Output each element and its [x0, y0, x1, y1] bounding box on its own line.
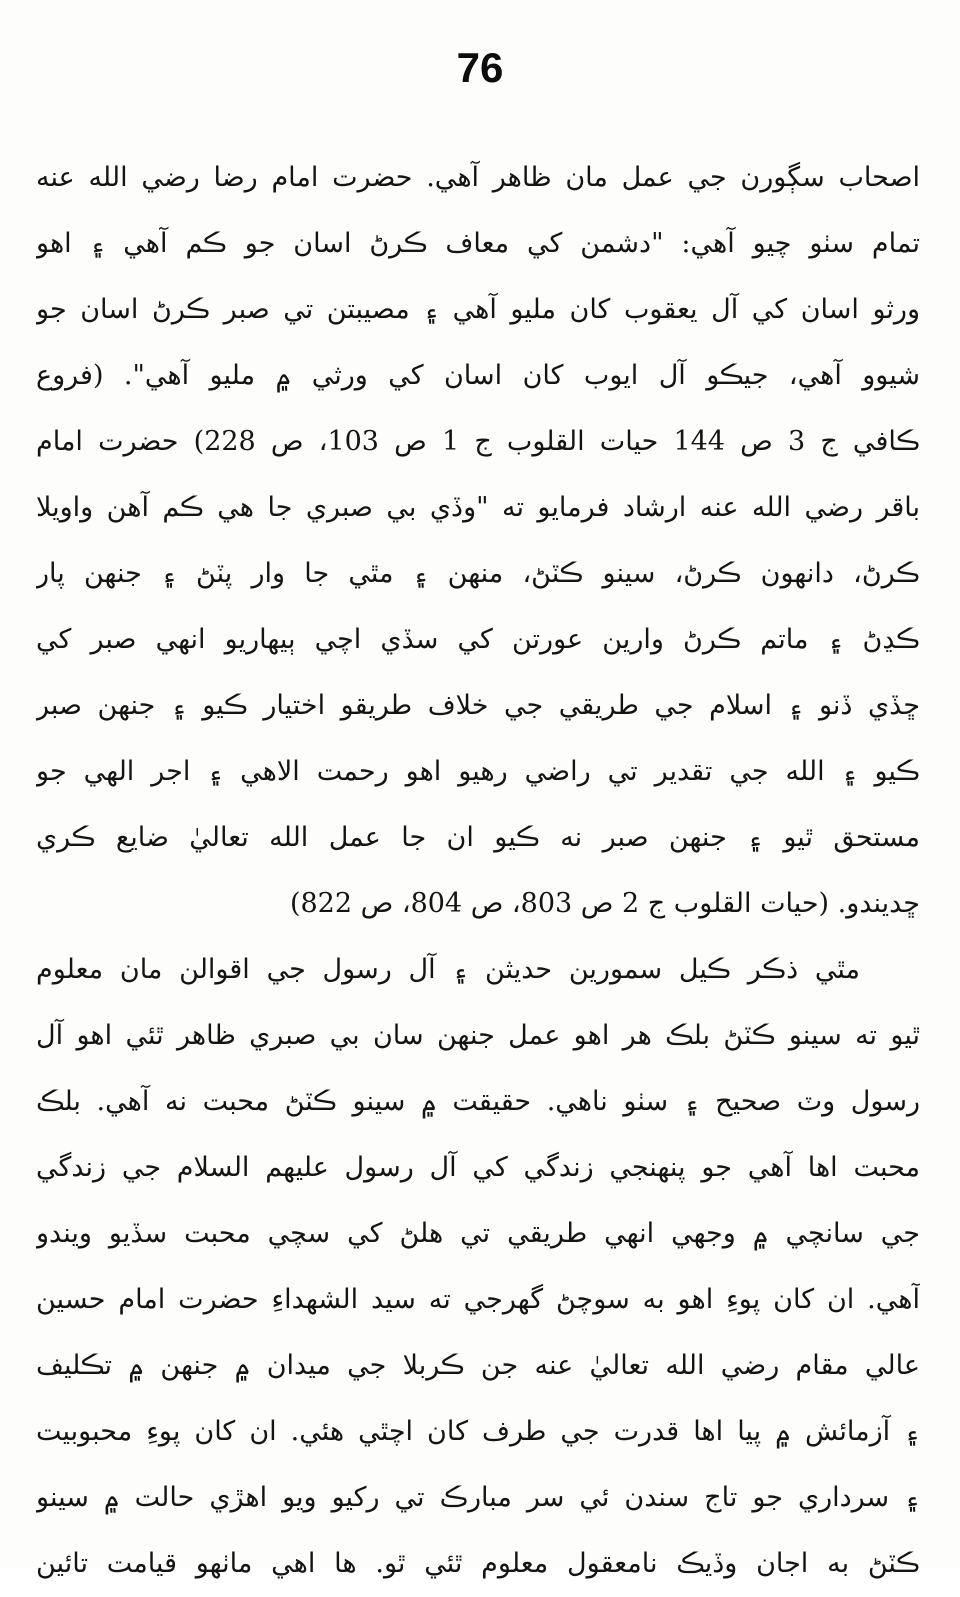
text-line: رسول وٽ صحيح ۽ سٺو ناهي. حقيقت ۾ سينو ڪٽڻ محبت نه آهي. بلڪ: [36, 1086, 920, 1117]
text-line: ڪڍڻ ۽ ماتم ڪرڻ وارين عورتن کي سڏي اچي ٻيهاريو انهي صبر کي: [36, 624, 920, 655]
text-line: ڪرڻ، دانهون ڪرڻ، سينو ڪٽڻ، منهن ۽ مٿي جا وار پٽڻ ۽ جنهن پار: [36, 558, 920, 589]
text-line: ٿيو ته سينو ڪٽڻ بلڪ هر اهو عمل جنهن سان بي صبري ظاهر ٿئي اهو آل: [36, 1020, 920, 1051]
text-line: شيوو آهي، جيڪو آل ايوب کان اسان کي ورثي ۾ مليو آهي". (فروع: [36, 360, 920, 391]
text-line: ۽ سرداري جو تاج سندن ئي سر مبارڪ تي رکيو ويو اهڙي حالت ۾ سينو: [36, 1482, 920, 1513]
text-line: عالي مقام رضي الله تعاليٰ عنه جن ڪربلا جي ميدان ۾ جنهن ۾ تڪليف: [36, 1350, 920, 1381]
page-number: 76: [456, 44, 504, 91]
text-line: ڇڏي ڏنو ۽ اسلام جي طريقي جي خلاف طريقو اختيار ڪيو ۽ جنهن صبر: [36, 690, 920, 721]
text-line: ڪيو ۽ الله جي تقدير تي راضي رهيو اهو رحمت الاهي ۽ اجر الهي جو: [36, 756, 920, 787]
text-line: آهي. ان کان پوءِ اهو به سوچڻ گهرجي ته سيد الشهداءِ حضرت امام حسين: [36, 1284, 920, 1315]
text-line: ۽ آزمائش ۾ پيا اها قدرت جي طرف کان اچٿي هئي. ان کان پوءِ محبوبيت: [36, 1416, 920, 1447]
text-line: باقر رضي الله عنه ارشاد فرمايو ته "وڏي بي صبري جا هي ڪم آهن واويلا: [36, 492, 920, 523]
text-line: جي سانچي ۾ وجهي انهي طريقي تي هلڻ کي سچي محبت سڏيو ويندو: [36, 1218, 920, 1249]
text-line: ڪافي ج 3 ص 144 حيات القلوب ج 1 ص 103، ص 228) حضرت امام: [36, 426, 920, 457]
body-text: [36, 145, 920, 1597]
text-line: ڇديندو. (حيات القلوب ج 2 ص 803، ص 804، ص 822): [289, 888, 920, 919]
text-line: مستحق ٿيو ۽ جنهن صبر نه ڪيو ان جا عمل الله تعاليٰ ضايع ڪري: [36, 822, 920, 853]
text-line: مٿي ذڪر ڪيل سمورين حديثن ۽ آل رسول جي اقوالن مان معلوم: [36, 954, 860, 985]
text-line: تمام سٺو چيو آهي: "دشمن کي معاف ڪرڻ اسان جو ڪم آهي ۽ اهو: [36, 228, 920, 259]
text-line: محبت اها آهي جو پنهنجي زندگي کي آل رسول عليهم السلام جي زندگي: [36, 1152, 920, 1183]
text-line: اصحاب سڳورن جي عمل مان ظاهر آهي. حضرت امام رضا رضي الله عنه: [36, 162, 920, 193]
text-line: ڪٽڻ به اجان وڏيڪ نامعقول معلوم ٿئي ٿو. ها اهي ماٺهو قيامت تائين: [36, 1548, 920, 1579]
text-line: ورثو اسان کي آل يعقوب کان مليو آهي ۽ مصيبتن تي صبر ڪرڻ اسان جو: [36, 294, 920, 325]
